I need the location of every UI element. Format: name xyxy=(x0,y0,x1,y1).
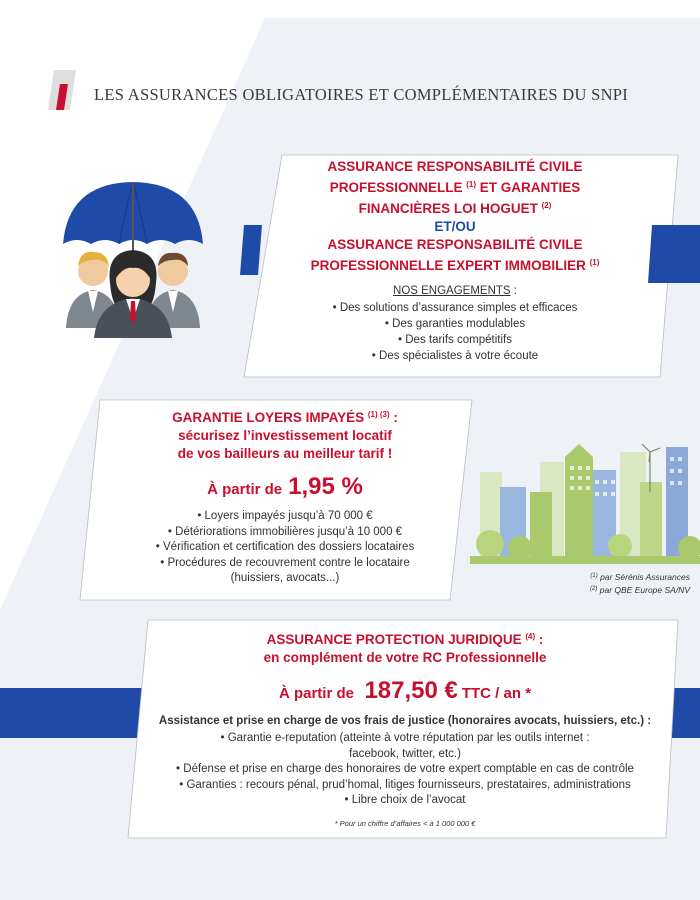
list-item: • Des solutions d’assurance simples et efficaces xyxy=(332,302,578,314)
list-item: • Garanties : recours pénal, prud’homal, litiges fournisseurs, prestataires, administrations xyxy=(179,778,631,791)
page-title: LES ASSURANCES OBLIGATOIRES ET COMPLÉMENTAIRES DU SNPI xyxy=(94,85,629,104)
header-accent-icon xyxy=(46,70,76,112)
section3-title: ASSURANCE PROTECTION JURIDIQUE $^{(4)}$ : en complément de votre RC Professionnelle xyxy=(263,632,547,665)
list-item: • Des garanties modulables xyxy=(384,318,526,330)
list-item: facebook, twitter, etc.) xyxy=(349,747,461,760)
section3-content xyxy=(150,628,660,828)
section3-note: * Pour un chiffre d’affaires < à 1 000 000 € xyxy=(334,818,476,828)
footnotes: $^{(1)}$ par Sérénis Assurances $^{(2)}$ par QBE Europe SA/NV xyxy=(590,572,690,595)
umbrella-business-people-icon xyxy=(58,178,208,368)
list-item: (huissiers, avocats...) xyxy=(230,572,340,584)
list-item: • Des spécialistes à votre écoute xyxy=(371,350,539,362)
section1-title: ASSURANCE RESPONSABILITÉ CIVILE PROFESSIONNELLE $^{(1)}$ ET GARANTIES FINANCIÈRES LOI HOGUET $^{(2)}$ xyxy=(327,159,583,216)
list-item: • Procédures de recouvrement contre le locataire xyxy=(160,556,410,569)
list-item: • Garantie e-reputation (atteinte à votre réputation par les outils internet : xyxy=(220,732,590,744)
green-city-skyline-icon xyxy=(470,432,700,564)
section3-subhead: Assistance et prise en charge de vos frais de justice (honoraires avocats, huissiers, etc.) : xyxy=(158,715,652,727)
section2-price: À partir de 1,95 % xyxy=(207,473,363,500)
engagements-list xyxy=(250,300,660,364)
section3-price: À partir de 187,50 € TTC / an * xyxy=(278,677,532,704)
section3-list xyxy=(150,731,660,809)
list-item: • Détériorations immobilières jusqu’à 10 000 € xyxy=(167,525,403,538)
section1-title-2: ASSURANCE RESPONSABILITÉ CIVILE PROFESSIONNELLE EXPERT IMMOBILIER $^{(1)}$ xyxy=(310,237,600,273)
section2-title: GARANTIE LOYERS IMPAYÉS $^{(1) (3)}$ : sécurisez l’investissement locatif de vos bailleurs au meilleur tarif ! xyxy=(172,410,398,461)
section2-content xyxy=(110,406,460,587)
list-item: • Défense et prise en charge des honoraires de votre expert comptable en cas de contrôle xyxy=(176,763,634,775)
list-item: • Libre choix de l’avocat xyxy=(344,794,466,806)
engagements-heading: NOS ENGAGEMENTS : xyxy=(393,285,517,297)
list-item: • Vérification et certification des dossiers locataires xyxy=(155,541,415,553)
list-item: • Des tarifs compétitifs xyxy=(398,334,512,346)
etou-label: ET/OU xyxy=(434,219,476,234)
list-item: • Loyers impayés jusqu’à 70 000 € xyxy=(197,510,373,522)
section1-content xyxy=(250,158,660,364)
section2-list xyxy=(110,509,460,587)
